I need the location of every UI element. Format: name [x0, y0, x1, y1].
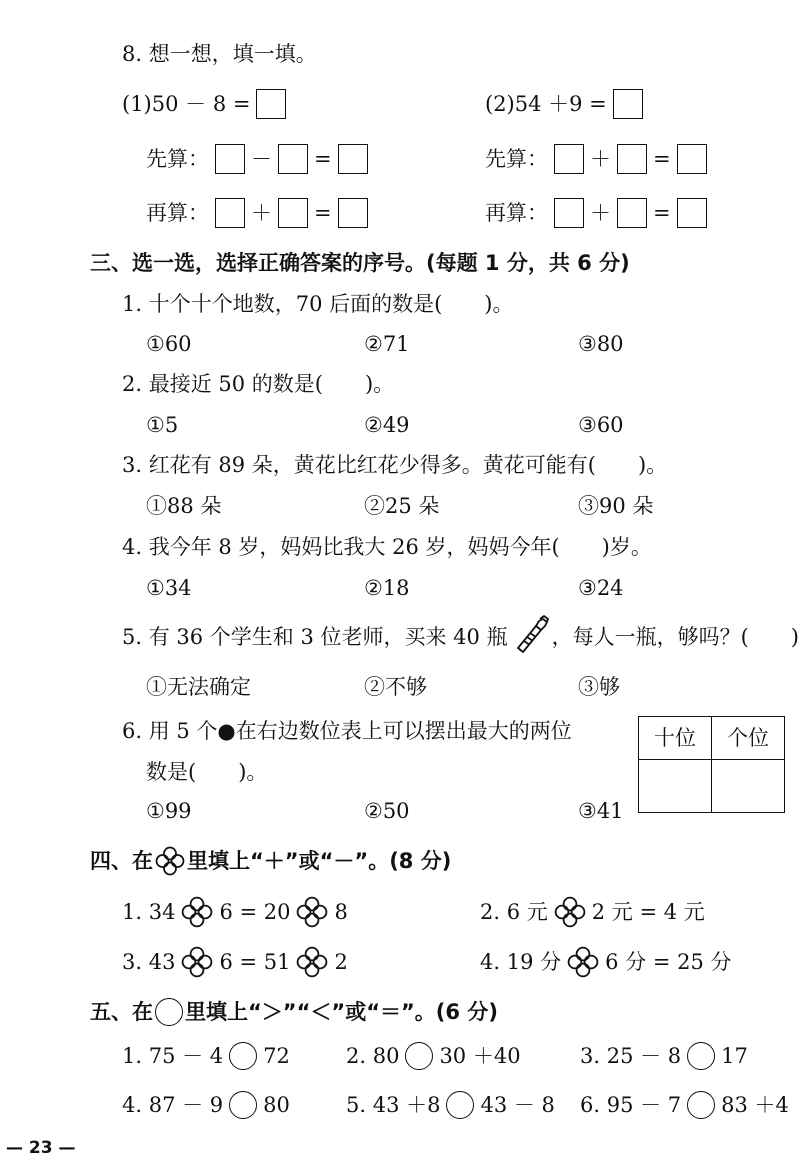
s4-item1-a: 1. 34	[122, 899, 176, 924]
flower-icon[interactable]	[554, 896, 586, 928]
flower-icon[interactable]	[567, 946, 599, 978]
q8-part2-expr: (2)54 ＋9 =	[485, 91, 607, 116]
section5-heading-a: 五、在	[90, 999, 153, 1024]
s3-q5-text	[122, 620, 799, 654]
s3-q5-opt3[interactable]: ③够	[578, 675, 620, 699]
q8-part1-then	[146, 198, 368, 228]
then-label: 再算：	[146, 200, 209, 225]
s5-item5-b: 43 － 8	[480, 1092, 555, 1117]
tens-header: 十位	[639, 717, 712, 760]
plus-sign: ＋	[590, 146, 611, 171]
answer-box[interactable]	[613, 89, 643, 119]
answer-box[interactable]	[677, 198, 707, 228]
s4-item1	[122, 896, 348, 928]
minus-sign: －	[251, 146, 272, 171]
s3-q1-opt2[interactable]: ②71	[364, 332, 410, 356]
section3-heading: 三、选一选，选择正确答案的序号。(每题 1 分，共 6 分)	[90, 251, 630, 275]
s3-q3-opt2[interactable]: ②25 朵	[364, 494, 440, 518]
s3-q2-opt1[interactable]: ①5	[146, 413, 179, 437]
s5-item1-b: 72	[263, 1043, 290, 1068]
s3-q5-opt1[interactable]: ①无法确定	[146, 675, 251, 699]
s5-item1-a: 1. 75 － 4	[122, 1043, 224, 1068]
s5-item4	[122, 1091, 290, 1119]
s3-q3-text: 3. 红花有 89 朵，黄花比红花少得多。黄花可能有( )。	[122, 453, 668, 477]
ones-header: 个位	[712, 717, 785, 760]
circle-icon	[155, 998, 183, 1026]
section5-heading	[90, 998, 498, 1026]
s4-item1-b: 6 = 20	[219, 899, 291, 924]
answer-circle[interactable]	[229, 1091, 257, 1119]
flower-icon[interactable]	[296, 946, 328, 978]
s3-q6-text-b: 数是( )。	[146, 760, 268, 784]
s4-item4-b: 6 分 = 25 分	[605, 949, 732, 974]
s3-q6-opt2[interactable]: ②50	[364, 799, 410, 823]
s3-q5-opt2[interactable]: ②不够	[364, 675, 427, 699]
s3-q2-opt3[interactable]: ③60	[578, 413, 624, 437]
plus-sign: ＋	[251, 200, 272, 225]
ones-cell[interactable]	[712, 760, 785, 813]
equals-sign: =	[653, 200, 671, 225]
flower-icon	[155, 846, 185, 876]
flower-icon[interactable]	[296, 896, 328, 928]
answer-box[interactable]	[278, 198, 308, 228]
answer-circle[interactable]	[446, 1091, 474, 1119]
s3-q4-opt3[interactable]: ③24	[578, 576, 624, 600]
bottle-icon	[510, 612, 550, 654]
s5-item4-b: 80	[263, 1092, 290, 1117]
s4-item2	[480, 896, 705, 928]
s5-item2	[346, 1042, 521, 1070]
q8-part2	[485, 89, 643, 119]
s4-item3	[122, 946, 348, 978]
s3-q6-opt1[interactable]: ①99	[146, 799, 192, 823]
answer-box[interactable]	[617, 144, 647, 174]
s3-q5-text-b: ，每人一瓶，够吗？( )	[551, 624, 799, 649]
answer-box[interactable]	[215, 198, 245, 228]
flower-icon[interactable]	[181, 896, 213, 928]
s3-q3-opt3[interactable]: ③90 朵	[578, 494, 654, 518]
equals-sign: =	[314, 146, 332, 171]
s4-item4-a: 4. 19 分	[480, 949, 562, 974]
s3-q1-text: 1. 十个十个地数，70 后面的数是( )。	[122, 292, 514, 316]
s3-q1-opt3[interactable]: ③80	[578, 332, 624, 356]
s5-item3	[580, 1042, 748, 1070]
q8-part2-first	[485, 144, 707, 174]
s3-q2-text: 2. 最接近 50 的数是( )。	[122, 372, 395, 396]
q8-part1	[122, 89, 286, 119]
q8-part1-expr: (1)50 － 8 =	[122, 91, 251, 116]
s3-q1-opt1[interactable]: ①60	[146, 332, 192, 356]
answer-circle[interactable]	[687, 1042, 715, 1070]
answer-box[interactable]	[256, 89, 286, 119]
s5-item6-a: 6. 95 － 7	[580, 1092, 682, 1117]
section4-heading-b: 里填上“＋”或“－”。(8 分)	[187, 848, 452, 873]
answer-circle[interactable]	[405, 1042, 433, 1070]
equals-sign: =	[314, 200, 332, 225]
answer-box[interactable]	[338, 144, 368, 174]
s4-item3-c: 2	[334, 949, 348, 974]
s5-item4-a: 4. 87 － 9	[122, 1092, 224, 1117]
q8-part1-first	[146, 144, 368, 174]
then-label: 再算：	[485, 200, 548, 225]
s4-item2-b: 2 元 = 4 元	[591, 899, 705, 924]
equals-sign: =	[653, 146, 671, 171]
s5-item6-b: 83 ＋4	[721, 1092, 789, 1117]
s5-item6	[580, 1091, 789, 1119]
first-label: 先算：	[146, 146, 209, 171]
answer-box[interactable]	[338, 198, 368, 228]
s4-item3-b: 6 = 51	[219, 949, 291, 974]
s5-item2-a: 2. 80	[346, 1043, 400, 1068]
flower-icon[interactable]	[181, 946, 213, 978]
s5-item2-b: 30 ＋40	[439, 1043, 521, 1068]
answer-circle[interactable]	[687, 1091, 715, 1119]
s5-item5	[346, 1091, 555, 1119]
s5-item3-a: 3. 25 － 8	[580, 1043, 682, 1068]
s4-item2-a: 2. 6 元	[480, 899, 548, 924]
answer-box[interactable]	[554, 198, 584, 228]
s4-item1-c: 8	[334, 899, 348, 924]
page-number: — 23 —	[6, 1138, 76, 1158]
q8-title: 8. 想一想，填一填。	[122, 42, 317, 66]
s3-q6-opt3[interactable]: ③41	[578, 799, 624, 823]
s3-q4-text: 4. 我今年 8 岁，妈妈比我大 26 岁，妈妈今年( )岁。	[122, 535, 652, 559]
s4-item3-a: 3. 43	[122, 949, 176, 974]
answer-box[interactable]	[278, 144, 308, 174]
tens-cell[interactable]	[639, 760, 712, 813]
s3-q5-text-a: 5. 有 36 个学生和 3 位老师，买来 40 瓶	[122, 624, 508, 649]
section5-heading-b: 里填上“＞”“＜”或“＝”。(6 分)	[185, 999, 498, 1024]
place-value-table	[638, 716, 785, 813]
q8-part2-then	[485, 198, 707, 228]
plus-sign: ＋	[590, 200, 611, 225]
answer-circle[interactable]	[229, 1042, 257, 1070]
s3-q4-opt1[interactable]: ①34	[146, 576, 192, 600]
s5-item1	[122, 1042, 290, 1070]
s5-item5-a: 5. 43 ＋8	[346, 1092, 441, 1117]
section4-heading-a: 四、在	[90, 848, 153, 873]
s4-item4	[480, 946, 732, 978]
answer-box[interactable]	[215, 144, 245, 174]
s3-q2-opt2[interactable]: ②49	[364, 413, 410, 437]
answer-box[interactable]	[677, 144, 707, 174]
answer-box[interactable]	[617, 198, 647, 228]
first-label: 先算：	[485, 146, 548, 171]
answer-box[interactable]	[554, 144, 584, 174]
section4-heading	[90, 846, 451, 876]
s3-q6-text-a: 6. 用 5 个●在右边数位表上可以摆出最大的两位	[122, 719, 572, 743]
s5-item3-b: 17	[721, 1043, 748, 1068]
s3-q4-opt2[interactable]: ②18	[364, 576, 410, 600]
s3-q3-opt1[interactable]: ①88 朵	[146, 494, 222, 518]
